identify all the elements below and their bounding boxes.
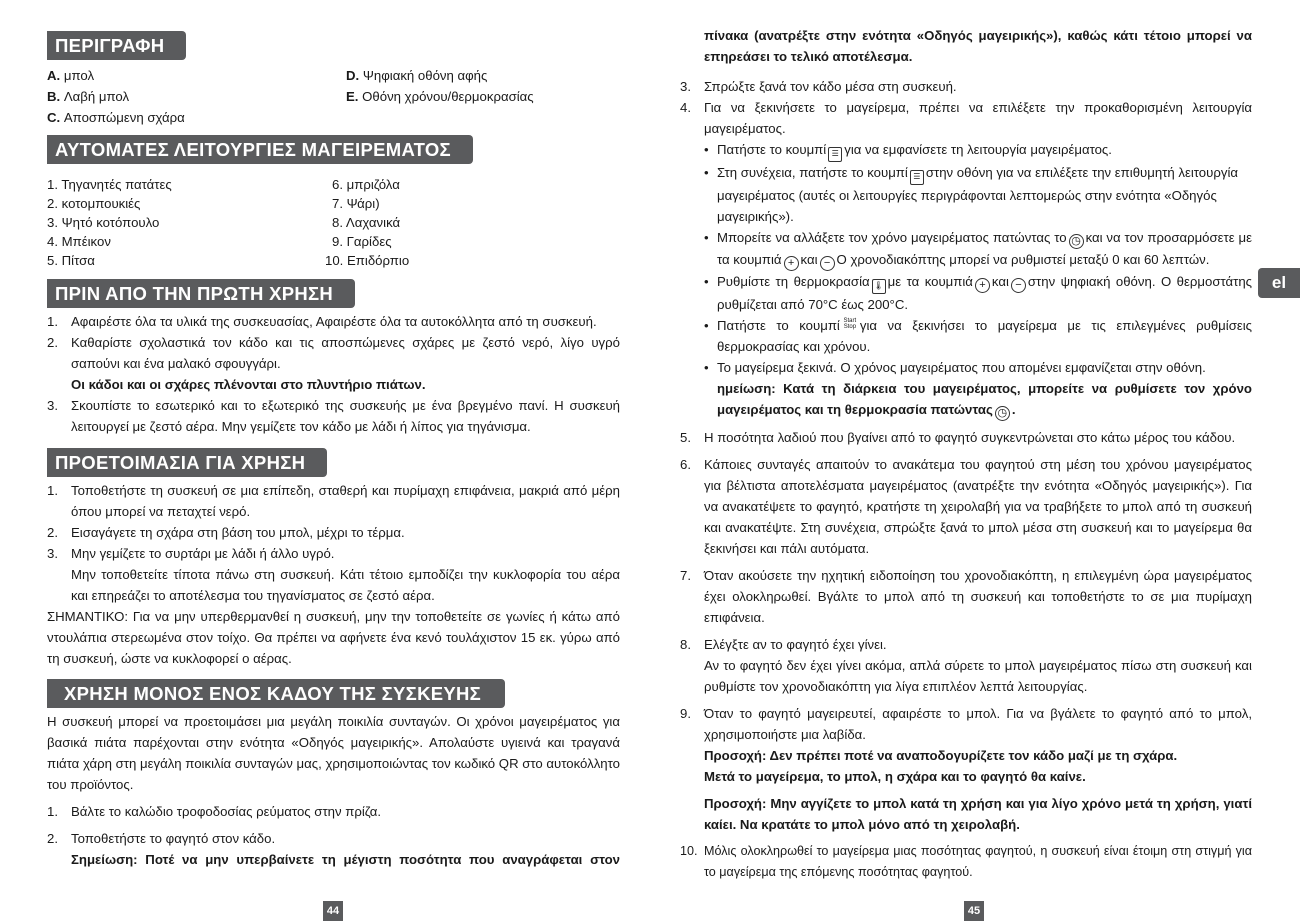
- thermometer-icon: 🌡: [872, 279, 886, 294]
- menu-icon: ☰: [828, 147, 842, 162]
- steps-list-continued: [680, 427, 1252, 883]
- list-item: 6. Κάποιες συνταγές απαιτούν το ανακάτεμα του φαγητού στη μέση του χρόνου μαγειρέματος για βέλτιστα αποτελέσματα μαγειρέματος (ανατρέξτε την ενότητα «Οδηγός μαγειρικής»). Για να ανακατέψετε το φαγητό, κρατήστε τη χειρολαβή για να τραβήξετε το μπολ από τη συσκευή και ανακατέψτε. Στη συνέχεια, σπρώξτε ξανά το μπολ μέσα στη συσκευή και το μαγείρεμα θα ξεκινήσει και πάλι αυτόματα.: [680, 457, 1252, 556]
- heading-preparation: ΠΡΟΕΤΟΙΜΑΣΙΑ ΓΙΑ ΧΡΗΣΗ: [47, 448, 321, 477]
- single-intro: Η συσκευή μπορεί να προετοιμάσει μια μεγάλη ποικιλία συνταγών. Οι χρόνοι μαγειρέματος για βασικά πιάτα παρέχονται στην ενότητα «Οδηγός μαγειρικής». Απολαύστε υγιεινά και τραγανά πιάτα χάρη στη μεγάλη ποικιλία συνταγών μας, χρησιμοποιώντας τον κωδικό QR στο αυτοκόλλητο του προϊόντος.: [47, 714, 620, 792]
- list-item: 10. Μόλις ολοκληρωθεί το μαγείρεμα μιας ποσότητας φαγητού, η συσκευή είναι έτοιμη στη στιγμή για το μαγείρεμα της επόμενης ποσότητας φαγητού.: [680, 844, 1252, 879]
- list-item: 2. Εισαγάγετε τη σχάρα στη βάση του μπολ, μέχρι το τέρμα.: [47, 525, 405, 540]
- steps-list: [680, 76, 1252, 139]
- continued-note: πίνακα (ανατρέξτε στην ενότητα «Οδηγός μαγειρικής»), καθώς κάτι τέτοιο μπορεί να επηρεάσει το τελικό αποτέλεσμα.: [704, 28, 1252, 64]
- page-number-right: 45: [964, 901, 984, 921]
- list-item: 1. Τοποθετήστε τη συσκευή σε μια επίπεδη, σταθερή και πυρίμαχη επιφάνεια, μακριά από μέρη όπου μπορεί να πεταχτεί νερό.: [47, 483, 620, 519]
- right-page: [680, 0, 1252, 883]
- left-page: [47, 0, 620, 870]
- heading-description: ΠΕΡΙΓΡΑΦΗ: [47, 31, 180, 60]
- list-item: 3. Σπρώξτε ξανά τον κάδο μέσα στη συσκευή.: [680, 79, 957, 94]
- preparation-list: [47, 480, 620, 606]
- list-item: 7. Όταν ακούσετε την ηχητική ειδοποίηση του χρονοδιακόπτη, η επιλεγμένη ώρα μαγειρέματος έχει ολοκληρωθεί. Βγάλτε το μπολ από τη συσκευή και τοποθετήστε το σε μια πυρίμαχη επιφάνεια.: [680, 568, 1252, 625]
- list-item: 1. Βάλτε το καλώδιο τροφοδοσίας ρεύματος στην πρίζα.: [47, 804, 382, 819]
- list-item-note: Οι κάδοι και οι σχάρες πλένονται στο πλυντήριο πιάτων.: [71, 377, 426, 392]
- bullet-item: • Το μαγείρεμα ξεκινά. Ο χρόνος μαγειρέματος που απομένει εμφανίζεται στην οθόνη.: [704, 360, 1206, 375]
- bullet-item: • Στη συνέχεια, πατήστε το κουμπί ☰ στην οθόνη για να επιλέξετε την επιθυμητή λειτουργία μαγειρέματος (αυτές οι λειτουργίες περιγράφονται λεπτομερώς στην ενότητα «Οδηγός μαγειρικής»).: [704, 165, 1239, 224]
- menu-icon: ☰: [910, 170, 924, 185]
- heading-auto-functions: ΑΥΤΟΜΑΤΕΣ ΛΕΙΤΟΥΡΓΙΕΣ ΜΑΓΕΙΡΕΜΑΤΟΣ: [47, 135, 467, 164]
- auto-item: 4. Μπέικον: [47, 234, 111, 249]
- bullet-item: • Μπορείτε να αλλάξετε τον χρόνο μαγειρέματος πατώντας το ◷ και να τον προσαρμόσετε με τα κουμπιά + και − Ο χρονοδιακόπτης μπορεί να ρυθμιστεί μεταξύ 0 και 60 λεπτών.: [704, 230, 1252, 269]
- part-c: C. Αποσπώμενη σχάρα: [47, 110, 185, 125]
- bullet-note: ημείωση: Κατά τη διάρκεια του μαγειρέματος, μπορείτε να ρυθμίσετε τον χρόνο μαγειρέματος και τη θερμοκρασία πατώντας ◷ .: [717, 381, 1252, 419]
- bullet-item: • Πατήστε το κουμπί Start Stop για να ξεκινήσει το μαγείρεμα με τις επιλεγμένες ρυθμίσεις θερμοκρασίας και χρόνου.: [704, 318, 1252, 354]
- timer-icon: ◷: [1069, 234, 1084, 249]
- auto-item: 6. μπριζόλα: [332, 177, 400, 192]
- part-a: A. μπολ: [47, 68, 95, 83]
- heading-single-bowl: ΧΡΗΣΗ ΜΟΝΟΣ ΕΝΟΣ ΚΑΔΟΥ ΤΗΣ ΣΥΣΚΕΥΗΣ: [47, 679, 499, 708]
- plus-icon: +: [784, 256, 799, 271]
- single-list: [47, 801, 620, 870]
- warning: Προσοχή: Δεν πρέπει ποτέ να αναποδογυρίζετε τον κάδο μαζί με τη σχάρα.: [704, 748, 1178, 763]
- bullet-item: • Πατήστε το κουμπί ☰ για να εμφανίσετε τη λειτουργία μαγειρέματος.: [680, 139, 1252, 162]
- language-tab: el: [1258, 268, 1300, 298]
- auto-item: 2. κοτομπουκιές: [47, 196, 141, 211]
- minus-icon: −: [820, 256, 835, 271]
- list-item: 3. Σκουπίστε το εσωτερικό και το εξωτερικό της συσκευής με ένα βρεγμένο πανί. Η συσκευή λειτουργεί με ζεστό αέρα. Μην γεμίζετε τον κάδο με λάδι ή λίπος για τηγάνισμα.: [47, 398, 620, 434]
- bullet-list: [680, 139, 1252, 421]
- list-item: 3. Μην γεμίζετε το συρτάρι με λάδι ή άλλο υγρό.: [47, 546, 335, 561]
- list-item: 4. Για να ξεκινήσετε το μαγείρεμα, πρέπει να επιλέξετε την προκαθορισμένη λειτουργία μαγειρέματος.: [680, 100, 1252, 136]
- plus-icon: +: [975, 278, 990, 293]
- auto-item: 1. Τηγανητές πατάτες: [47, 177, 172, 192]
- auto-item: 9. Γαρίδες: [332, 234, 392, 249]
- list-item-note: Σημείωση: Ποτέ να μην υπερβαίνετε τη μέγιστη ποσότητα που αναγράφεται στον: [71, 852, 620, 867]
- bullet-item: • Ρυθμίστε τη θερμοκρασία 🌡 με τα κουμπιά + και − στην ψηφιακή οθόνη. Ο θερμοστάτης ρυθμίζεται από 70°C έως 200°C.: [704, 274, 1253, 312]
- auto-item: 8. Λαχανικά: [332, 215, 401, 230]
- list-item: 2. Τοποθετήστε το φαγητό στον κάδο.: [47, 831, 276, 846]
- page-number-left: 44: [323, 901, 343, 921]
- part-e: E. Οθόνη χρόνου/θερμοκρασίας: [346, 89, 534, 104]
- auto-item: 7. Ψάρι): [332, 196, 380, 211]
- timer-icon: ◷: [995, 406, 1010, 421]
- start-stop-icon: Start Stop: [843, 318, 857, 330]
- list-item: 8. Ελέγξτε αν το φαγητό έχει γίνει.: [680, 637, 887, 652]
- part-b: B. Λαβή μπολ: [47, 89, 130, 104]
- warning: Μετά το μαγείρεμα, το μπολ, η σχάρα και το φαγητό θα καίνε.: [704, 769, 1086, 784]
- description-list: [47, 65, 620, 128]
- minus-icon: −: [1011, 278, 1026, 293]
- auto-functions-list: [47, 175, 620, 270]
- first-use-list: [47, 311, 620, 437]
- list-item-sub: Αν το φαγητό δεν έχει γίνει ακόμα, απλά σύρετε το μπολ μαγειρέματος πίσω στη συσκευή και ρυθμίστε τον χρονοδιακόπτη για λίγα επιπλέον λεπτά λειτουργίας.: [704, 658, 1252, 694]
- heading-first-use: ΠΡΙΝ ΑΠΟ ΤΗΝ ΠΡΩΤΗ ΧΡΗΣΗ: [47, 279, 349, 308]
- list-item: 9. Όταν το φαγητό μαγειρευτεί, αφαιρέστε το μπολ. Για να βγάλετε το φαγητό από το μπολ, χρησιμοποιήστε μια λαβίδα.: [680, 706, 1252, 742]
- important-note: ΣΗΜΑΝΤΙΚΟ: Για να μην υπερθερμανθεί η συσκευή, μην την τοποθετείτε σε γωνίες ή κάτω από ντουλάπια στερεωμένα στον τοίχο. Θα πρέπει να αφήνετε ένα κενό τουλάχιστον 15 εκ. γύρω από τη συσκευή, ώστε να κυκλοφορεί ο αέρας.: [47, 609, 620, 666]
- list-item-sub: Μην τοποθετείτε τίποτα πάνω στη συσκευή. Κάτι τέτοιο εμποδίζει την κυκλοφορία του αέρα και επηρεάζει το αποτέλεσμα του τηγανίσματος σε ζεστό αέρα.: [71, 567, 620, 603]
- list-item: 5. Η ποσότητα λαδιού που βγαίνει από το φαγητό συγκεντρώνεται στο κάτω μέρος του κάδου.: [680, 430, 1236, 445]
- warning: Προσοχή: Μην αγγίζετε το μπολ κατά τη χρήση και για λίγο χρόνο μετά τη χρήση, γιατί καίει. Να κρατάτε το μπολ μόνο από τη χειρολαβή.: [704, 796, 1252, 832]
- auto-item: 3. Ψητό κοτόπουλο: [47, 215, 160, 230]
- list-item: 2. Καθαρίστε σχολαστικά τον κάδο και τις αποσπώμενες σχάρες με ζεστό νερό, λίγο υγρό σαπούνι και ένα μαλακό σφουγγάρι.: [47, 335, 620, 371]
- part-d: D. Ψηφιακή οθόνη αφής: [346, 68, 488, 83]
- list-item: 1. Αφαιρέστε όλα τα υλικά της συσκευασίας, Αφαιρέστε όλα τα αυτοκόλλητα από τη συσκευή.: [47, 314, 597, 329]
- auto-item: 5. Πίτσα: [47, 253, 95, 268]
- auto-item: 10. Επιδόρπιο: [325, 253, 410, 268]
